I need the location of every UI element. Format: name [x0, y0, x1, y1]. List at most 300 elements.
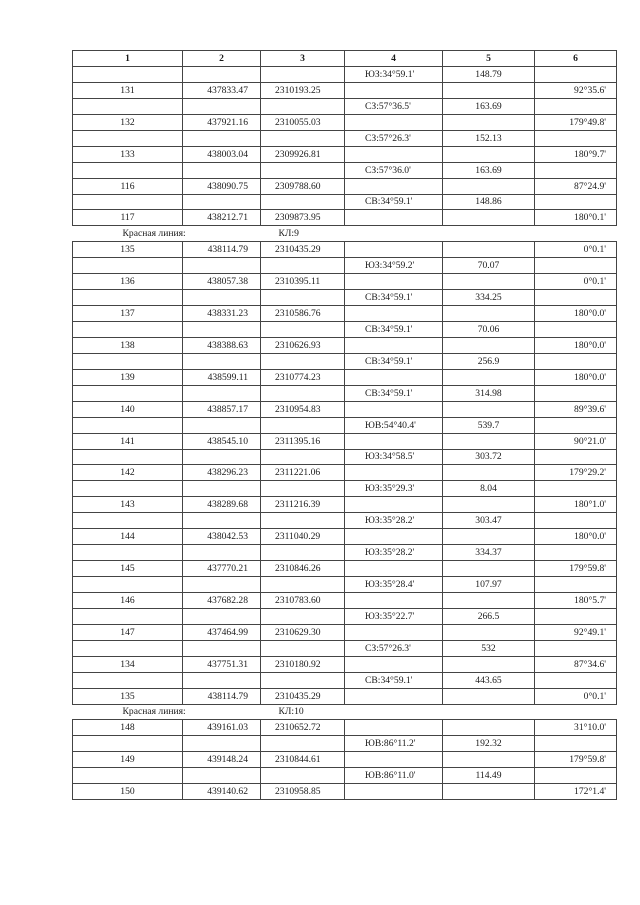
empty-cell	[535, 417, 617, 433]
segment-row	[73, 67, 617, 83]
empty-cell	[261, 513, 345, 529]
empty-cell	[345, 720, 443, 736]
coord-x: 437833.47	[183, 82, 261, 98]
bearing: СВ:34°59.1'	[345, 353, 443, 369]
coordinate-table	[72, 50, 617, 800]
red-line-caption-row	[73, 226, 617, 242]
empty-cell	[443, 242, 535, 258]
empty-cell	[345, 369, 443, 385]
point-row	[73, 433, 617, 449]
coord-y: 2310846.26	[261, 561, 345, 577]
empty-cell	[443, 656, 535, 672]
bearing: ЮЗ:34°59.1'	[345, 67, 443, 83]
empty-cell	[443, 465, 535, 481]
empty-cell	[535, 385, 617, 401]
empty-cell	[535, 290, 617, 306]
coord-y: 2309926.81	[261, 146, 345, 162]
point-number: 131	[73, 82, 183, 98]
coord-x: 438003.04	[183, 146, 261, 162]
distance: 443.65	[443, 672, 535, 688]
coord-y: 2311395.16	[261, 433, 345, 449]
segment-row	[73, 162, 617, 178]
distance: 303.72	[443, 449, 535, 465]
bearing: СЗ:57°26.3'	[345, 640, 443, 656]
coord-x: 438289.68	[183, 497, 261, 513]
empty-cell	[443, 82, 535, 98]
empty-cell	[443, 561, 535, 577]
bearing: СЗ:57°36.0'	[345, 162, 443, 178]
empty-cell	[261, 98, 345, 114]
coord-y: 2310055.03	[261, 114, 345, 130]
turn-angle: 179°59.8'	[535, 752, 617, 768]
turn-angle: 179°59.8'	[535, 561, 617, 577]
empty-cell	[443, 178, 535, 194]
point-number: 149	[73, 752, 183, 768]
empty-cell	[183, 768, 261, 784]
coord-y: 2310629.30	[261, 624, 345, 640]
empty-cell	[73, 258, 183, 274]
point-number: 135	[73, 688, 183, 704]
empty-cell	[73, 385, 183, 401]
empty-cell	[261, 194, 345, 210]
turn-angle: 92°35.6'	[535, 82, 617, 98]
empty-cell	[345, 306, 443, 322]
point-number: 145	[73, 561, 183, 577]
segment-row	[73, 290, 617, 306]
empty-cell	[443, 401, 535, 417]
coordinate-table-sheet	[72, 50, 616, 800]
empty-cell	[261, 640, 345, 656]
empty-cell	[443, 210, 535, 226]
bearing: СВ:34°59.1'	[345, 322, 443, 338]
empty-cell	[345, 688, 443, 704]
point-number: 137	[73, 306, 183, 322]
empty-cell	[183, 513, 261, 529]
point-number: 117	[73, 210, 183, 226]
point-row	[73, 592, 617, 608]
empty-cell	[535, 672, 617, 688]
bearing: ЮЗ:35°29.3'	[345, 481, 443, 497]
empty-cell	[73, 608, 183, 624]
distance: 70.07	[443, 258, 535, 274]
header-row	[73, 51, 617, 67]
coord-x: 439148.24	[183, 752, 261, 768]
coord-y: 2310958.85	[261, 784, 345, 800]
empty-cell	[73, 449, 183, 465]
coord-x: 437921.16	[183, 114, 261, 130]
point-number: 133	[73, 146, 183, 162]
empty-cell	[261, 736, 345, 752]
empty-cell	[183, 736, 261, 752]
coord-y: 2310395.11	[261, 274, 345, 290]
coord-y: 2310652.72	[261, 720, 345, 736]
point-row	[73, 210, 617, 226]
empty-cell	[345, 656, 443, 672]
turn-angle: 0°0.1'	[535, 242, 617, 258]
empty-cell	[345, 242, 443, 258]
turn-angle: 0°0.1'	[535, 688, 617, 704]
point-row	[73, 688, 617, 704]
empty-cell	[73, 162, 183, 178]
coord-y: 2310783.60	[261, 592, 345, 608]
point-row	[73, 401, 617, 417]
coord-y: 2309873.95	[261, 210, 345, 226]
turn-angle: 179°49.8'	[535, 114, 617, 130]
empty-cell	[261, 258, 345, 274]
empty-cell	[345, 82, 443, 98]
distance: 148.86	[443, 194, 535, 210]
empty-cell	[535, 608, 617, 624]
segment-row	[73, 353, 617, 369]
bearing: СВ:34°59.1'	[345, 672, 443, 688]
segment-row	[73, 449, 617, 465]
empty-cell	[345, 497, 443, 513]
distance: 334.37	[443, 545, 535, 561]
empty-cell	[535, 481, 617, 497]
distance: 539.7	[443, 417, 535, 433]
empty-cell	[261, 608, 345, 624]
point-number: 146	[73, 592, 183, 608]
bearing: ЮЗ:35°28.2'	[345, 513, 443, 529]
point-row	[73, 784, 617, 800]
empty-cell	[261, 353, 345, 369]
distance: 192.32	[443, 736, 535, 752]
red-line-id: КЛ:9	[278, 228, 299, 240]
bearing: ЮЗ:34°59.2'	[345, 258, 443, 274]
empty-cell	[443, 529, 535, 545]
empty-cell	[535, 545, 617, 561]
distance: 314.98	[443, 385, 535, 401]
empty-cell	[183, 608, 261, 624]
coord-y: 2310586.76	[261, 306, 345, 322]
distance: 266.5	[443, 608, 535, 624]
distance: 8.04	[443, 481, 535, 497]
empty-cell	[443, 306, 535, 322]
point-row	[73, 274, 617, 290]
point-number: 141	[73, 433, 183, 449]
empty-cell	[183, 290, 261, 306]
distance: 163.69	[443, 98, 535, 114]
empty-cell	[535, 194, 617, 210]
coord-x: 438545.10	[183, 433, 261, 449]
turn-angle: 0°0.1'	[535, 274, 617, 290]
coord-y: 2311221.06	[261, 465, 345, 481]
segment-row	[73, 417, 617, 433]
coord-x: 438114.79	[183, 242, 261, 258]
segment-row	[73, 98, 617, 114]
empty-cell	[443, 369, 535, 385]
empty-cell	[73, 640, 183, 656]
header-col-6: 6	[535, 51, 617, 67]
empty-cell	[261, 322, 345, 338]
empty-cell	[183, 258, 261, 274]
turn-angle: 31°10.0'	[535, 720, 617, 736]
bearing: ЮЗ:35°22.7'	[345, 608, 443, 624]
empty-cell	[345, 114, 443, 130]
empty-cell	[443, 114, 535, 130]
bearing: СВ:34°59.1'	[345, 385, 443, 401]
empty-cell	[535, 98, 617, 114]
segment-row	[73, 481, 617, 497]
coord-y: 2310774.23	[261, 369, 345, 385]
empty-cell	[73, 481, 183, 497]
segment-row	[73, 258, 617, 274]
turn-angle: 180°5.7'	[535, 592, 617, 608]
empty-cell	[443, 784, 535, 800]
turn-angle: 89°39.6'	[535, 401, 617, 417]
point-number: 139	[73, 369, 183, 385]
empty-cell	[443, 752, 535, 768]
segment-row	[73, 608, 617, 624]
coord-x: 438114.79	[183, 688, 261, 704]
distance: 303.47	[443, 513, 535, 529]
bearing: СЗ:57°26.3'	[345, 130, 443, 146]
segment-row	[73, 194, 617, 210]
header-col-1: 1	[73, 51, 183, 67]
coord-y: 2310954.83	[261, 401, 345, 417]
turn-angle: 87°24.9'	[535, 178, 617, 194]
empty-cell	[183, 67, 261, 83]
coord-y: 2311216.39	[261, 497, 345, 513]
table-body	[73, 51, 617, 800]
empty-cell	[73, 67, 183, 83]
empty-cell	[183, 130, 261, 146]
point-row	[73, 465, 617, 481]
coord-x: 439161.03	[183, 720, 261, 736]
empty-cell	[443, 274, 535, 290]
segment-row	[73, 577, 617, 593]
empty-cell	[261, 162, 345, 178]
empty-cell	[443, 146, 535, 162]
empty-cell	[345, 178, 443, 194]
coord-x: 438857.17	[183, 401, 261, 417]
point-row	[73, 114, 617, 130]
point-number: 148	[73, 720, 183, 736]
bearing: ЮВ:86°11.0'	[345, 768, 443, 784]
segment-row	[73, 768, 617, 784]
empty-cell	[443, 433, 535, 449]
red-line-caption: Красная линия:	[122, 228, 186, 240]
empty-cell	[535, 513, 617, 529]
empty-cell	[345, 561, 443, 577]
point-row	[73, 497, 617, 513]
coord-x: 438212.71	[183, 210, 261, 226]
red-line-caption: Красная линия:	[122, 706, 186, 718]
segment-row	[73, 385, 617, 401]
empty-cell	[443, 688, 535, 704]
empty-cell	[261, 67, 345, 83]
turn-angle: 179°29.2'	[535, 465, 617, 481]
point-number: 150	[73, 784, 183, 800]
empty-cell	[261, 768, 345, 784]
coord-x: 437751.31	[183, 656, 261, 672]
empty-cell	[73, 768, 183, 784]
empty-cell	[183, 322, 261, 338]
coord-y: 2310193.25	[261, 82, 345, 98]
bearing: ЮЗ:35°28.4'	[345, 577, 443, 593]
header-col-4: 4	[345, 51, 443, 67]
distance: 114.49	[443, 768, 535, 784]
point-row	[73, 561, 617, 577]
turn-angle: 90°21.0'	[535, 433, 617, 449]
empty-cell	[261, 290, 345, 306]
coord-y: 2310435.29	[261, 242, 345, 258]
distance: 163.69	[443, 162, 535, 178]
empty-cell	[183, 194, 261, 210]
empty-cell	[535, 322, 617, 338]
point-number: 116	[73, 178, 183, 194]
empty-cell	[345, 529, 443, 545]
bearing: СВ:34°59.1'	[345, 290, 443, 306]
point-number: 142	[73, 465, 183, 481]
empty-cell	[535, 258, 617, 274]
red-line-caption-row	[73, 704, 617, 720]
bearing: ЮВ:86°11.2'	[345, 736, 443, 752]
turn-angle: 180°0.0'	[535, 369, 617, 385]
empty-cell	[183, 545, 261, 561]
coord-x: 438599.11	[183, 369, 261, 385]
empty-cell	[345, 465, 443, 481]
coord-y: 2311040.29	[261, 529, 345, 545]
empty-cell	[183, 417, 261, 433]
turn-angle: 180°0.1'	[535, 210, 617, 226]
point-number: 140	[73, 401, 183, 417]
empty-cell	[535, 353, 617, 369]
point-row	[73, 178, 617, 194]
empty-cell	[535, 67, 617, 83]
empty-cell	[73, 672, 183, 688]
turn-angle: 172°1.4'	[535, 784, 617, 800]
distance: 152.13	[443, 130, 535, 146]
empty-cell	[443, 497, 535, 513]
distance: 70.06	[443, 322, 535, 338]
bearing: ЮВ:54°40.4'	[345, 417, 443, 433]
point-row	[73, 337, 617, 353]
header-col-3: 3	[261, 51, 345, 67]
point-row	[73, 242, 617, 258]
empty-cell	[73, 545, 183, 561]
empty-cell	[345, 210, 443, 226]
coord-y: 2310626.93	[261, 337, 345, 353]
segment-row	[73, 640, 617, 656]
empty-cell	[183, 353, 261, 369]
coord-y: 2310844.61	[261, 752, 345, 768]
empty-cell	[73, 577, 183, 593]
empty-cell	[261, 417, 345, 433]
empty-cell	[345, 752, 443, 768]
bearing: ЮЗ:34°58.5'	[345, 449, 443, 465]
empty-cell	[73, 194, 183, 210]
coord-x: 438057.38	[183, 274, 261, 290]
empty-cell	[183, 449, 261, 465]
point-number: 144	[73, 529, 183, 545]
empty-cell	[535, 449, 617, 465]
empty-cell	[345, 704, 617, 720]
point-row	[73, 146, 617, 162]
turn-angle: 87°34.6'	[535, 656, 617, 672]
point-number: 143	[73, 497, 183, 513]
empty-cell	[535, 640, 617, 656]
empty-cell	[73, 98, 183, 114]
empty-cell	[443, 624, 535, 640]
empty-cell	[183, 577, 261, 593]
empty-cell	[183, 481, 261, 497]
point-row	[73, 82, 617, 98]
coord-x: 438296.23	[183, 465, 261, 481]
point-number: 136	[73, 274, 183, 290]
empty-cell	[261, 449, 345, 465]
empty-cell	[261, 577, 345, 593]
distance: 334.25	[443, 290, 535, 306]
empty-cell	[345, 146, 443, 162]
empty-cell	[261, 130, 345, 146]
point-row	[73, 752, 617, 768]
coord-x: 438090.75	[183, 178, 261, 194]
empty-cell	[345, 592, 443, 608]
point-row	[73, 529, 617, 545]
turn-angle: 180°1.0'	[535, 497, 617, 513]
red-line-id: КЛ:10	[278, 706, 304, 718]
distance: 532	[443, 640, 535, 656]
coord-y: 2310180.92	[261, 656, 345, 672]
empty-cell	[345, 226, 617, 242]
empty-cell	[443, 592, 535, 608]
segment-row	[73, 545, 617, 561]
point-number: 134	[73, 656, 183, 672]
point-number: 138	[73, 337, 183, 353]
segment-row	[73, 322, 617, 338]
point-row	[73, 624, 617, 640]
empty-cell	[345, 337, 443, 353]
empty-cell	[261, 672, 345, 688]
empty-cell	[261, 481, 345, 497]
point-row	[73, 306, 617, 322]
turn-angle: 180°0.0'	[535, 529, 617, 545]
empty-cell	[183, 672, 261, 688]
empty-cell	[183, 385, 261, 401]
coord-x: 438388.63	[183, 337, 261, 353]
empty-cell	[345, 624, 443, 640]
empty-cell	[73, 353, 183, 369]
empty-cell	[535, 162, 617, 178]
coord-y: 2310435.29	[261, 688, 345, 704]
empty-cell	[443, 337, 535, 353]
point-row	[73, 656, 617, 672]
empty-cell	[73, 513, 183, 529]
distance: 148.79	[443, 67, 535, 83]
coord-x: 438331.23	[183, 306, 261, 322]
empty-cell	[183, 162, 261, 178]
segment-row	[73, 736, 617, 752]
bearing: ЮЗ:35°28.2'	[345, 545, 443, 561]
segment-row	[73, 513, 617, 529]
empty-cell	[73, 417, 183, 433]
segment-row	[73, 130, 617, 146]
header-col-2: 2	[183, 51, 261, 67]
bearing: СВ:34°59.1'	[345, 194, 443, 210]
empty-cell	[73, 130, 183, 146]
point-number: 135	[73, 242, 183, 258]
coord-y: 2309788.60	[261, 178, 345, 194]
empty-cell	[345, 433, 443, 449]
point-number: 132	[73, 114, 183, 130]
empty-cell	[73, 322, 183, 338]
header-col-5: 5	[443, 51, 535, 67]
empty-cell	[73, 290, 183, 306]
empty-cell	[535, 130, 617, 146]
coord-x: 438042.53	[183, 529, 261, 545]
point-number: 147	[73, 624, 183, 640]
